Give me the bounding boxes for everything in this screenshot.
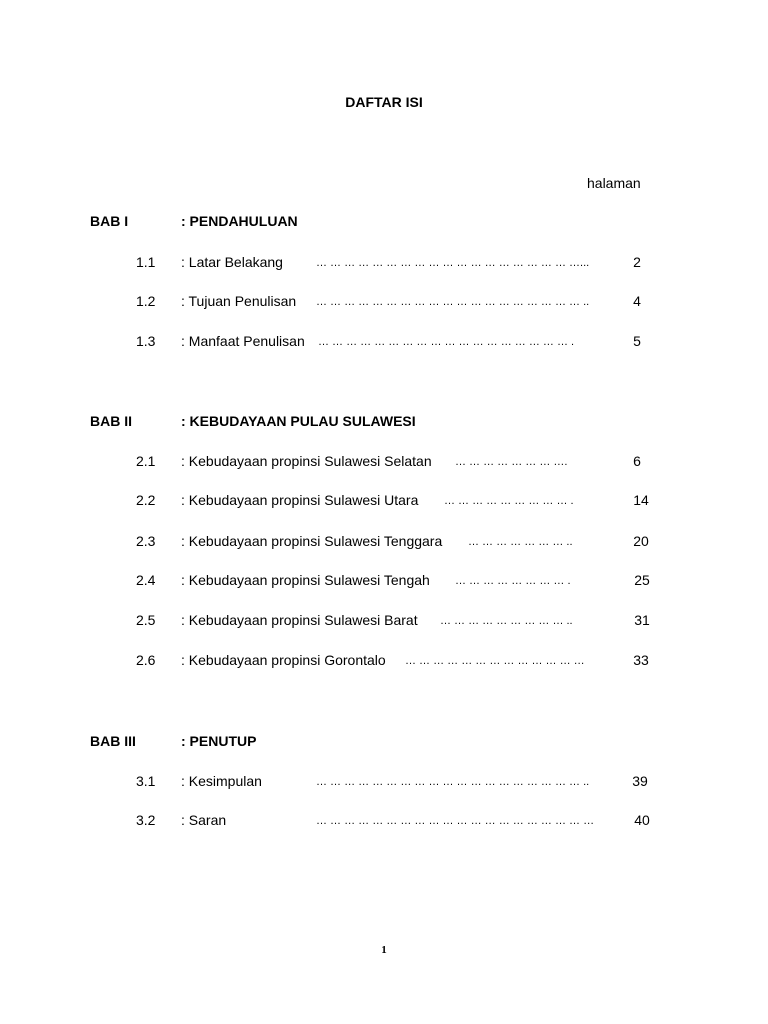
- section-number: 3.1: [136, 773, 156, 789]
- page-number: 14: [633, 492, 649, 508]
- section-number: 1.1: [136, 254, 156, 270]
- dot-leader: … … … … … … … … … … … … …: [405, 655, 585, 667]
- page-number: 20: [633, 533, 649, 549]
- section-number: 1.2: [136, 293, 156, 309]
- dot-leader: … … … … … … … … … … … … … … … … … … … …: [316, 815, 595, 827]
- section-title: : Tujuan Penulisan: [181, 293, 297, 309]
- section-number: 2.3: [136, 533, 156, 549]
- dot-leader: … … … … … … … … … … … … … … … … … … … ..: [316, 776, 590, 788]
- section-title: : Kebudayaan propinsi Sulawesi Barat: [181, 612, 418, 628]
- page-number: 39: [632, 773, 648, 789]
- section-title: : Kebudayaan propinsi Sulawesi Utara: [181, 492, 419, 508]
- section-title: : Kebudayaan propinsi Sulawesi Tenggara: [181, 533, 443, 549]
- section-number: 1.3: [136, 333, 156, 349]
- section-number: 2.6: [136, 652, 156, 668]
- section-number: 2.2: [136, 492, 156, 508]
- chapter-title: : PENDAHULUAN: [181, 213, 298, 229]
- dot-leader: … … … … … … … … .: [455, 575, 571, 587]
- section-title: : Kesimpulan: [181, 773, 262, 789]
- dot-leader: … … … … … … … ..: [468, 536, 573, 548]
- section-title: : Latar Belakang: [181, 254, 283, 270]
- chapter-label: BAB III: [90, 733, 136, 749]
- page-number: 40: [634, 812, 650, 828]
- page-number: 4: [633, 293, 641, 309]
- chapter-label: BAB I: [90, 213, 129, 229]
- chapter-label: BAB II: [90, 413, 132, 429]
- dot-leader: … … … … … … … … … ..: [440, 615, 573, 627]
- page-number: 25: [634, 572, 650, 588]
- page-number: 5: [633, 333, 641, 349]
- chapter-title: : PENUTUP: [181, 733, 257, 749]
- section-number: 2.5: [136, 612, 156, 628]
- page-number: 31: [634, 612, 650, 628]
- footer-page-number: 1: [381, 944, 387, 956]
- section-title: : Manfaat Penulisan: [181, 333, 305, 349]
- page-number: 33: [633, 652, 649, 668]
- page-number: 2: [633, 254, 641, 270]
- dot-leader: … … … … … … … … … … … … … … … … … … … ..: [316, 296, 590, 308]
- dot-leader: … … … … … … … … … … … … … … … … … … .: [318, 336, 575, 348]
- section-number: 3.2: [136, 812, 156, 828]
- section-title: : Kebudayaan propinsi Sulawesi Selatan: [181, 453, 432, 469]
- page-number: 6: [633, 453, 641, 469]
- page-column-label: halaman: [587, 175, 641, 191]
- section-number: 2.1: [136, 453, 156, 469]
- section-number: 2.4: [136, 572, 156, 588]
- dot-leader: … … … … … … … … … .: [444, 495, 574, 507]
- dot-leader: … … … … … … … … … … … … … … … … … … …...: [316, 257, 590, 269]
- page-title: DAFTAR ISI: [345, 94, 423, 110]
- section-title: : Kebudayaan propinsi Gorontalo: [181, 652, 386, 668]
- section-title: : Kebudayaan propinsi Sulawesi Tengah: [181, 572, 430, 588]
- dot-leader: … … … … … … … ….: [455, 456, 568, 468]
- section-title: : Saran: [181, 812, 227, 828]
- chapter-title: : KEBUDAYAAN PULAU SULAWESI: [181, 413, 416, 429]
